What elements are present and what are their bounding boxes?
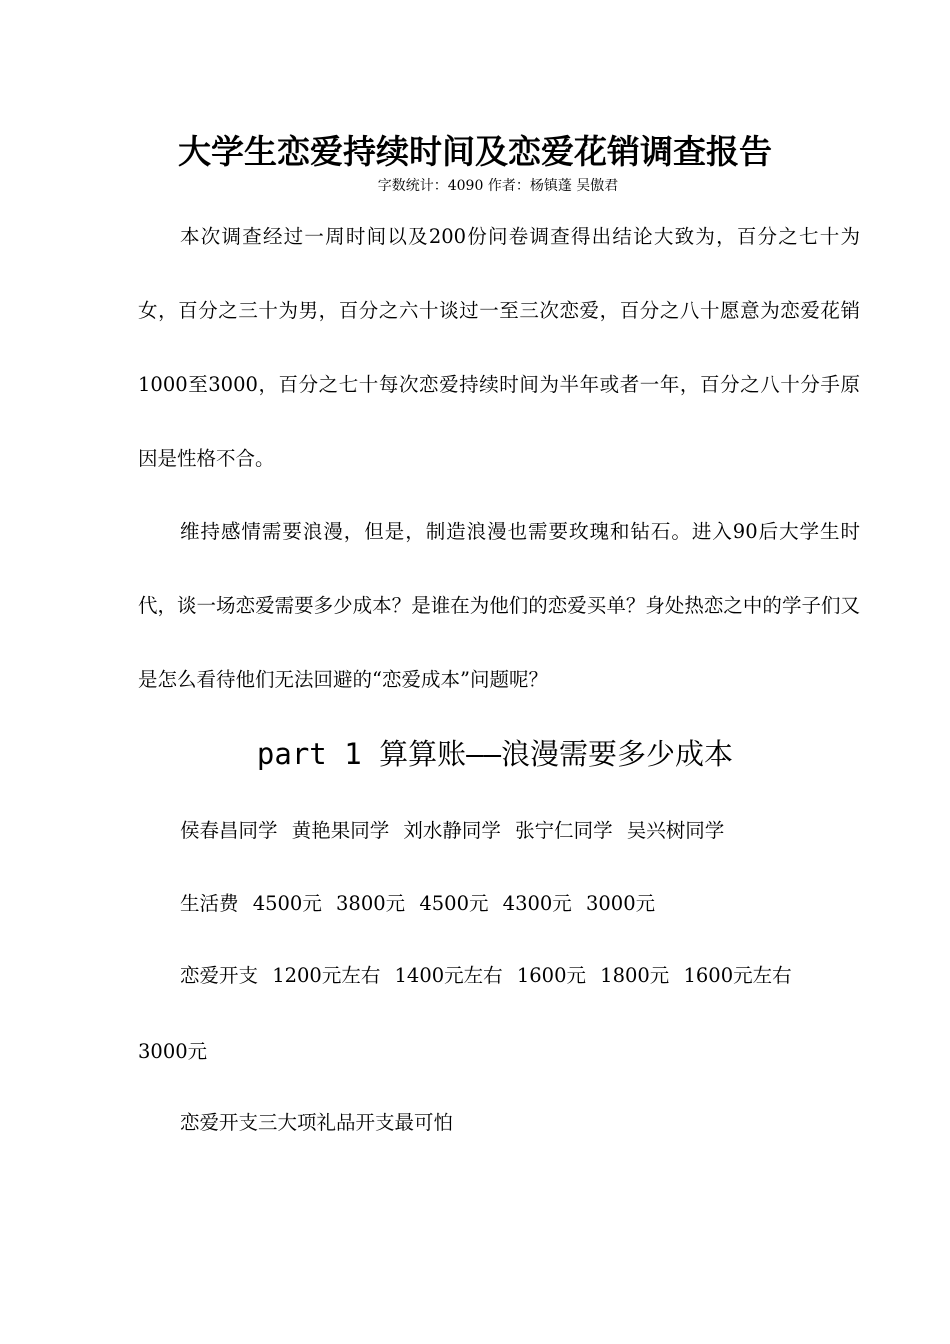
paragraph-intro: 本次调查经过一周时间以及200份问卷调查得出结论大致为，百分之七十为女，百分之三十为男，百分之六十谈过一至三次恋爱，百分之八十愿意为恋爱花销1000至3000，百分之七十每次恋爱持续时间为半年或者一年，百分之八十分手原因是性格不合。 bbox=[138, 225, 860, 470]
student-names-line: 侯春昌同学 黄艳果同学 刘水静同学 张宁仁同学 吴兴树同学 bbox=[180, 819, 725, 842]
section-heading: part 1 算算账——浪漫需要多少成本 bbox=[256, 737, 734, 771]
love-expenses-line: 恋爱开支 1200元左右 1400元左右 1600元 1800元 1600元左右 bbox=[180, 964, 792, 987]
paragraph-romance: 维持感情需要浪漫，但是，制造浪漫也需要玫瑰和钻石。进入90后大学生时代，谈一场恋爱需要多少成本？是谁在为他们的恋爱买单？身处热恋之中的学子们又是怎么看待他们无法回避的“恋爱成本”问题呢？ bbox=[138, 520, 860, 691]
love-expenses-line-continued: 3000元 bbox=[138, 1040, 208, 1063]
gift-expense-line: 恋爱开支三大项礼品开支最可怕 bbox=[180, 1111, 454, 1134]
document-title: 大学生恋爱持续时间及恋爱花销调查报告 bbox=[178, 132, 772, 171]
living-expenses-line: 生活费 4500元 3800元 4500元 4300元 3000元 bbox=[180, 892, 656, 915]
document-meta: 字数统计：4090 作者：杨镇蓬 吴傲君 bbox=[377, 178, 619, 194]
